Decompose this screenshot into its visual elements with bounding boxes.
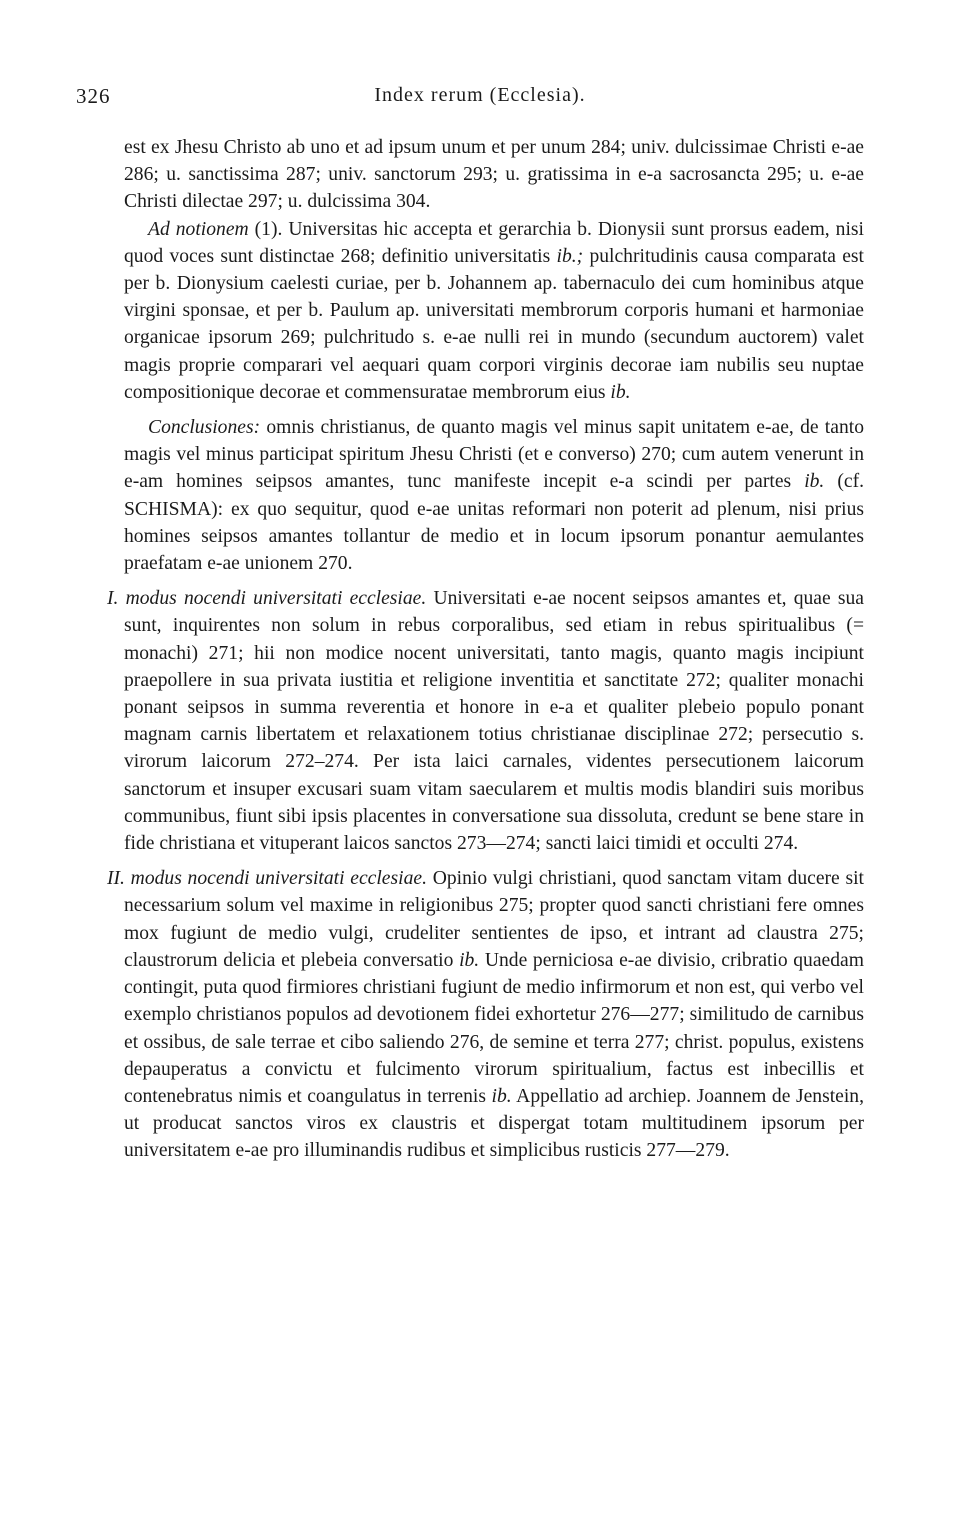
index-body: [107, 134, 864, 1165]
ibidem-reference: ib.: [491, 1085, 512, 1107]
subentry-heading: II. modus nocendi universitati ecclesiae.: [107, 868, 427, 890]
paragraph-text: Unde perniciosa e-ae divisio, cribratio quaedam contingit, puta quod firmiores christiani fugiunt de medio infirmorum et non est, qui verbo vel exemplo christianos populos ad devotionem fidei exhortetur 276—277; similitudo de carnibus et ossibus, de sale terrae et cibo saliendo 276, de semine et terra 277; christ. populus, existens depauperatus a convictu et fulcimento virorum spiritualium, factus est inbecillis et contenebratus nimis et coangulatus in terrenis: [124, 949, 864, 1107]
running-head: Index rerum (Ecclesia).: [374, 84, 586, 106]
index-paragraph-modus-1: [107, 585, 864, 857]
index-paragraph-ad-notionem: [124, 216, 864, 406]
paragraph-text: (1). Universitas hic accepta et gerarchia b. Dionysii sunt prorsus eadem, nisi quod voces sunt distinctae 268; definitio universitatis: [124, 218, 864, 267]
paragraph-text: est ex Jhesu Christo ab uno et ad ipsum unum et per unum 284; univ. dulcissimae Christi e-ae 286; u. sanctissima 287; univ. sanctorum 293; u. gratissima in e-a sacrosancta 295; u. e-ae Christi dilectae 297; u. dulcissima 304.: [124, 137, 864, 213]
paragraph-text: Appellatio ad archiep. Joannem de Jenstein, ut producat sanctos viros ex claustris et dispergat totam multitudinem ipsorum per universitatem e-ae pro illuminandis rudibus et simplicibus rusticis 277—279.: [124, 1085, 864, 1162]
subentry-heading: Ad notionem: [148, 218, 249, 240]
ibidem-reference: ib.: [610, 381, 631, 403]
page-header: [0, 84, 960, 114]
subentry-heading: I. modus nocendi universitati ecclesiae.: [107, 588, 427, 610]
paragraph-text: omnis christianus, de quanto magis vel minus sapit unitatem e-ae, de tanto magis vel minus participat spiritum Jhesu Christi (et e converso) 270; cum autem venerunt in e-am homines seipsos amantes, tunc manifeste incepit e-a scindi per partes: [124, 417, 864, 493]
subentry-heading: Conclusiones:: [148, 417, 261, 439]
paragraph-text: Universitati e-ae nocent seipsos amantes et, quae sua sunt, inquirentes non solum in rebus corporalibus, sed etiam in rebus spiritualibus (= monachi) 271; hii non modice nocent universitati, tanto magis, quanto magis incipiunt praepollere in sua privata iustitia et religione inventitia et sanctitate 272; qualiter monachi ponant seipsos in summa reverentia et honore in e-a et qualiter plebeio populo ponant magnam carnis libertatem et relaxationem totius christianae disciplinae 272; persecutio s. virorum laicorum 272–274. Per ista laici carnales, videntes persecutionem laicorum sanctorum et insuper excusari suam vitam saecularem et multis modis blandiri suis moribus communibus, fiunt sibi ipsis placentes in conversatione sua dissoluta, credunt se bene stare in fide christiana et vituperant laicos sanctos 273—274; sancti laici timidi et occulti 274.: [124, 588, 864, 855]
page-number: 326: [76, 84, 111, 108]
paragraph-text: pulchritudinis causa comparata est per b. Dionysium caelesti curiae, per b. Johannem ap. tabernaculo dei cum hominibus atque virgini sponsae, et per b. Paulum ap. universitati membrorum corporis humani et harmoniae organicae ipsorum 269; pulchritudo s. e-ae nulli rei in mundo (secundum auctorem) valet magis proprie comparari vel aequari quam corpori virginis decorae iam nubilis seu nuptae compositionique decorae et commensuratae membrorum eius: [124, 245, 864, 403]
ibidem-reference: ib.: [804, 471, 825, 493]
ibidem-reference: ib.: [459, 949, 480, 971]
index-paragraph-modus-2: [107, 865, 864, 1164]
paragraph-text: Opinio vulgi christiani, quod sanctam vitam ducere sit necessarium solum vel maxime in religionibus 275; propter quod sancti christiani fere omnes mox fugiunt de medio vulgi, crudeliter sentientes de ipso, et intrant ad claustra 275; claustrorum delicia et plebeia conversatio: [124, 868, 864, 971]
paragraph-text: (cf. SCHISMA): ex quo sequitur, quod e-ae unitas reformari non poterit ad plenum, nisi prius homines seipsos amantes tollantur de medio et in locum ipsorum ponantur aemulantes praefatam e-ae unionem 270.: [124, 471, 864, 575]
index-paragraph-continuation: [124, 134, 864, 216]
index-paragraph-conclusiones: [124, 414, 864, 577]
ibidem-reference: ib.;: [556, 245, 584, 267]
